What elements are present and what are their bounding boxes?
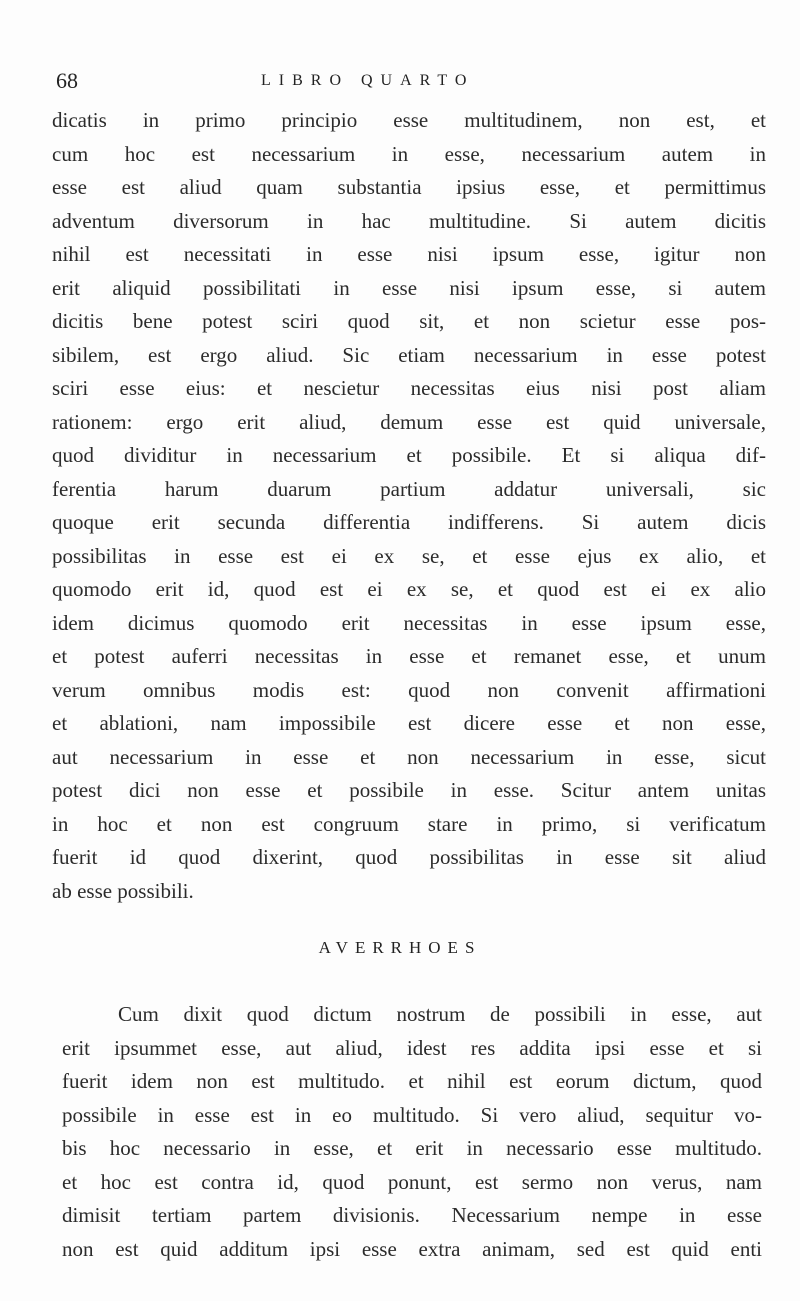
text-line: bis hoc necessario in esse, et erit in necessario esse multitudo. bbox=[62, 1136, 762, 1160]
page-number: 68 bbox=[56, 68, 78, 93]
text-line: possibilitas in esse est ei ex se, et esse ejus ex alio, et bbox=[52, 543, 766, 568]
text-line: dicitis bene potest sciri quod sit, et non scietur esse pos- bbox=[52, 309, 766, 333]
paragraph-1 bbox=[52, 104, 766, 908]
text-line: rationem: ergo erit aliud, demum esse est quid universale, bbox=[52, 409, 766, 434]
text-line: quod dividitur in necessarium et possibile. Et si aliqua dif- bbox=[52, 443, 766, 467]
text-line: dimisit tertiam partem divisionis. Necessarium nempe in esse bbox=[62, 1203, 762, 1227]
text-line: nihil est necessitati in esse nisi ipsum esse, igitur non bbox=[52, 242, 766, 266]
running-head: LIBRO QUARTO bbox=[261, 72, 475, 89]
text-line: ab esse possibili. bbox=[52, 878, 194, 903]
text-line: ferentia harum duarum partium addatur universali, sic bbox=[52, 476, 766, 501]
text-line: et hoc est contra id, quod ponunt, est sermo non verus, nam bbox=[62, 1169, 762, 1194]
text-line: cum hoc est necessarium in esse, necessarium autem in bbox=[52, 141, 766, 166]
text-line: possibile in esse est in eo multitudo. Si vero aliud, sequitur vo- bbox=[62, 1102, 762, 1127]
text-line: potest dici non esse et possibile in esse. Scitur antem unitas bbox=[52, 778, 766, 802]
text-line: idem dicimus quomodo erit necessitas in esse ipsum esse, bbox=[52, 610, 766, 635]
text-line: adventum diversorum in hac multitudine. Si autem dicitis bbox=[52, 208, 766, 233]
text-line: aut necessarium in esse et non necessarium in esse, sicut bbox=[52, 744, 766, 769]
text-line: in hoc et non est congruum stare in primo, si verificatum bbox=[52, 811, 766, 836]
text-line: verum omnibus modis est: quod non convenit affirmationi bbox=[52, 677, 766, 702]
text-line: sibilem, est ergo aliud. Sic etiam necessarium in esse potest bbox=[52, 342, 766, 367]
text-line: Cum dixit quod dictum nostrum de possibili in esse, aut bbox=[118, 1002, 762, 1026]
paragraph-2 bbox=[62, 998, 762, 1266]
text-line: esse est aliud quam substantia ipsius esse, et permittimus bbox=[52, 175, 766, 199]
text-line: erit aliquid possibilitati in esse nisi ipsum esse, si autem bbox=[52, 275, 766, 300]
text-line: non est quid additum ipsi esse extra animam, sed est quid enti bbox=[62, 1236, 762, 1261]
text-line: dicatis in primo principio esse multitudinem, non est, et bbox=[52, 108, 766, 132]
text-line: fuerit id quod dixerint, quod possibilitas in esse sit aliud bbox=[52, 845, 766, 869]
text-line: quomodo erit id, quod est ei ex se, et quod est ei ex alio bbox=[52, 577, 766, 601]
text-line: sciri esse eius: et nescietur necessitas eius nisi post aliam bbox=[52, 376, 766, 400]
section-heading: AVERRHOES bbox=[318, 938, 482, 957]
text-line: et ablationi, nam impossibile est dicere esse et non esse, bbox=[52, 711, 766, 735]
text-line: erit ipsummet esse, aut aliud, idest res addita ipsi esse et si bbox=[62, 1035, 762, 1060]
text-line: fuerit idem non est multitudo. et nihil est eorum dictum, quod bbox=[62, 1069, 762, 1093]
text-line: et potest auferri necessitas in esse et remanet esse, et unum bbox=[52, 644, 766, 668]
page-header bbox=[56, 68, 756, 102]
text-line: quoque erit secunda differentia indifferens. Si autem dicis bbox=[52, 510, 766, 534]
